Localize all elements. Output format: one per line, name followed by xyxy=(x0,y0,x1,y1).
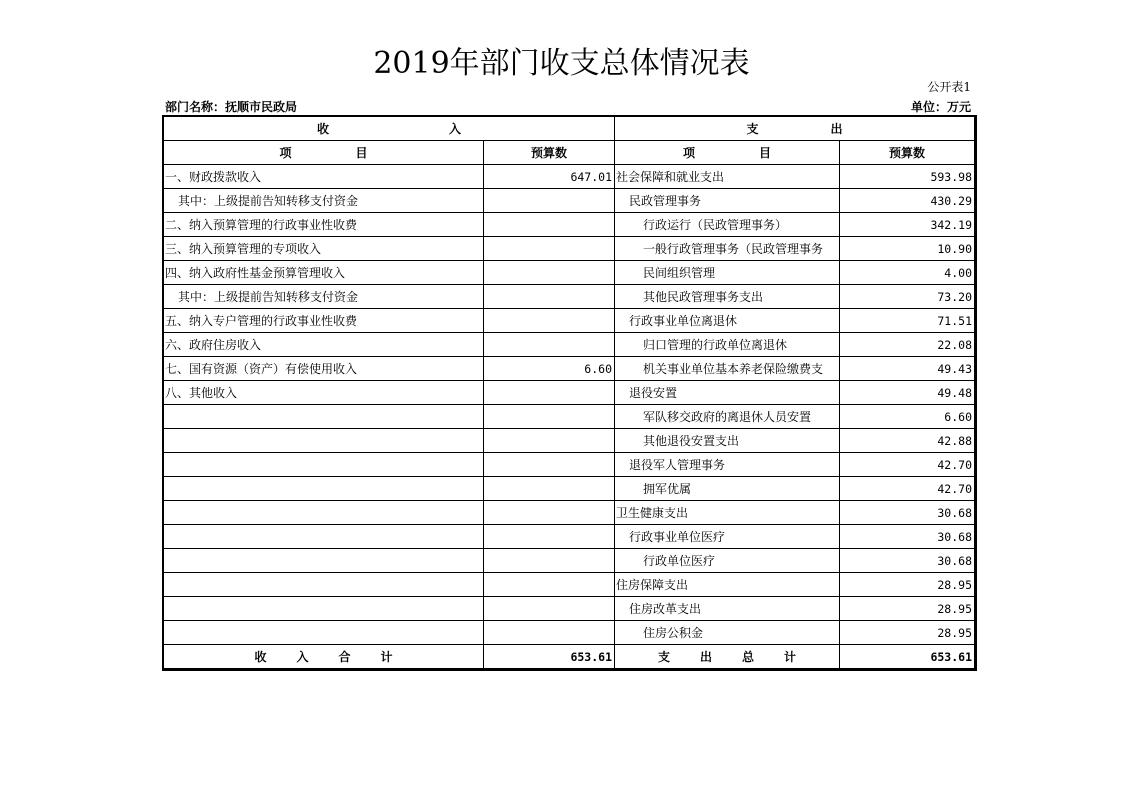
expense-item-cell: 社会保障和就业支出 xyxy=(615,165,840,189)
table-row xyxy=(164,357,975,381)
income-budget-cell xyxy=(484,597,615,621)
column-header-row xyxy=(164,141,975,165)
income-budget-cell xyxy=(484,429,615,453)
expense-item-cell: 行政事业单位医疗 xyxy=(615,525,840,549)
income-budget-cell xyxy=(484,381,615,405)
form-number: 公开表1 xyxy=(927,80,971,94)
income-budget-cell xyxy=(484,501,615,525)
expense-budget-cell: 71.51 xyxy=(840,309,975,333)
income-item-cell xyxy=(164,573,484,597)
income-total-label-char-3: 合 xyxy=(338,650,351,664)
expense-budget-cell: 28.95 xyxy=(840,621,975,645)
income-budget-cell xyxy=(484,405,615,429)
expense-budget-cell: 6.60 xyxy=(840,405,975,429)
expense-total-label xyxy=(615,645,840,669)
expense-total-label-char-4: 计 xyxy=(784,650,797,664)
income-item-cell: 四、纳入政府性基金预算管理收入 xyxy=(164,261,484,285)
income-item-cell xyxy=(164,525,484,549)
expense-budget-cell: 4.00 xyxy=(840,261,975,285)
table-row xyxy=(164,501,975,525)
income-total-value: 653.61 xyxy=(484,645,615,669)
expense-budget-cell: 342.19 xyxy=(840,213,975,237)
expense-item-cell: 退役安置 xyxy=(615,381,840,405)
expense-item-cell: 民政管理事务 xyxy=(615,189,840,213)
income-budget-header: 预算数 xyxy=(484,141,615,165)
expense-item-cell: 民间组织管理 xyxy=(615,261,840,285)
expense-budget-cell: 49.43 xyxy=(840,357,975,381)
expense-budget-header: 预算数 xyxy=(840,141,975,165)
income-total-label-char-1: 收 xyxy=(254,650,267,664)
expense-header-char-2: 出 xyxy=(830,122,843,136)
table-row xyxy=(164,381,975,405)
expense-item-cell: 军队移交政府的离退休人员安置 xyxy=(615,405,840,429)
expense-item-cell: 行政事业单位离退休 xyxy=(615,309,840,333)
income-budget-cell xyxy=(484,477,615,501)
income-budget-cell xyxy=(484,261,615,285)
income-budget-cell: 647.01 xyxy=(484,165,615,189)
expense-budget-cell: 49.48 xyxy=(840,381,975,405)
expense-total-label-char-1: 支 xyxy=(657,650,670,664)
expense-budget-cell: 30.68 xyxy=(840,501,975,525)
income-header-char-1: 收 xyxy=(316,122,329,136)
table-row xyxy=(164,165,975,189)
department-label: 部门名称：抚顺市民政局 xyxy=(165,100,298,114)
table-row xyxy=(164,333,975,357)
expense-item-cell: 退役军人管理事务 xyxy=(615,453,840,477)
expense-item-cell: 拥军优属 xyxy=(615,477,840,501)
expense-budget-cell: 22.08 xyxy=(840,333,975,357)
income-budget-cell xyxy=(484,525,615,549)
income-total-label-char-2: 入 xyxy=(296,650,309,664)
income-budget-cell xyxy=(484,573,615,597)
expense-item-cell: 其他民政管理事务支出 xyxy=(615,285,840,309)
expense-item-cell: 住房改革支出 xyxy=(615,597,840,621)
income-budget-cell: 6.60 xyxy=(484,357,615,381)
table-row xyxy=(164,549,975,573)
expense-item-cell: 一般行政管理事务（民政管理事务 xyxy=(615,237,840,261)
expense-item-cell: 行政单位医疗 xyxy=(615,549,840,573)
expense-budget-cell: 30.68 xyxy=(840,549,975,573)
income-item-cell: 三、纳入预算管理的专项收入 xyxy=(164,237,484,261)
table-row xyxy=(164,621,975,645)
income-budget-cell xyxy=(484,189,615,213)
table-row xyxy=(164,573,975,597)
expense-item-cell: 行政运行（民政管理事务） xyxy=(615,213,840,237)
expense-item-header xyxy=(615,141,840,165)
expense-budget-cell: 30.68 xyxy=(840,525,975,549)
table-row xyxy=(164,261,975,285)
table-row xyxy=(164,477,975,501)
income-item-cell xyxy=(164,597,484,621)
item-header-char-2: 目 xyxy=(355,146,368,160)
table-row xyxy=(164,309,975,333)
income-item-cell: 六、政府住房收入 xyxy=(164,333,484,357)
table-row xyxy=(164,285,975,309)
expense-budget-cell: 42.70 xyxy=(840,453,975,477)
table-row xyxy=(164,429,975,453)
income-budget-cell xyxy=(484,213,615,237)
expense-budget-cell: 42.70 xyxy=(840,477,975,501)
table-row xyxy=(164,213,975,237)
income-item-cell xyxy=(164,429,484,453)
expense-item-cell: 住房公积金 xyxy=(615,621,840,645)
income-item-cell: 七、国有资源（资产）有偿使用收入 xyxy=(164,357,484,381)
income-item-cell: 一、财政拨款收入 xyxy=(164,165,484,189)
expense-item-cell: 卫生健康支出 xyxy=(615,501,840,525)
expense-budget-cell: 28.95 xyxy=(840,573,975,597)
income-item-cell xyxy=(164,549,484,573)
income-header-char-2: 入 xyxy=(449,122,462,136)
income-budget-cell xyxy=(484,621,615,645)
income-item-cell: 五、纳入专户管理的行政事业性收费 xyxy=(164,309,484,333)
expense-section-header xyxy=(615,117,975,141)
income-item-cell xyxy=(164,405,484,429)
income-item-cell: 其中：上级提前告知转移支付资金 xyxy=(164,189,484,213)
expense-item-cell: 其他退役安置支出 xyxy=(615,429,840,453)
totals-row xyxy=(164,645,975,669)
table-row xyxy=(164,597,975,621)
expense-budget-cell: 10.90 xyxy=(840,237,975,261)
item-header-char-1: 项 xyxy=(279,146,292,160)
item-header-char-1: 项 xyxy=(682,146,695,160)
income-item-cell: 八、其他收入 xyxy=(164,381,484,405)
income-budget-cell xyxy=(484,309,615,333)
item-header-char-2: 目 xyxy=(759,146,772,160)
income-budget-cell xyxy=(484,237,615,261)
expense-total-label-char-2: 出 xyxy=(699,650,712,664)
expense-item-cell: 归口管理的行政单位离退休 xyxy=(615,333,840,357)
income-budget-cell xyxy=(484,285,615,309)
table-row xyxy=(164,453,975,477)
income-budget-cell xyxy=(484,333,615,357)
income-item-header xyxy=(164,141,484,165)
income-total-label xyxy=(164,645,484,669)
table-row xyxy=(164,525,975,549)
expense-item-cell: 住房保障支出 xyxy=(615,573,840,597)
expense-header-char-1: 支 xyxy=(746,122,759,136)
expense-item-cell: 机关事业单位基本养老保险缴费支 xyxy=(615,357,840,381)
income-item-cell xyxy=(164,501,484,525)
income-total-label-char-4: 计 xyxy=(380,650,393,664)
table-row xyxy=(164,189,975,213)
table-row xyxy=(164,405,975,429)
expense-total-label-char-3: 总 xyxy=(742,650,755,664)
expense-budget-cell: 28.95 xyxy=(840,597,975,621)
expense-budget-cell: 430.29 xyxy=(840,189,975,213)
expense-total-value: 653.61 xyxy=(840,645,975,669)
table-row xyxy=(164,237,975,261)
income-item-cell xyxy=(164,477,484,501)
income-item-cell: 其中：上级提前告知转移支付资金 xyxy=(164,285,484,309)
income-section-header xyxy=(164,117,615,141)
income-item-cell xyxy=(164,621,484,645)
expense-budget-cell: 73.20 xyxy=(840,285,975,309)
income-budget-cell xyxy=(484,453,615,477)
section-header-row xyxy=(164,117,975,141)
income-budget-cell xyxy=(484,549,615,573)
budget-table xyxy=(163,116,975,669)
income-item-cell xyxy=(164,453,484,477)
page-title: 2019年部门收支总体情况表 xyxy=(373,46,750,81)
unit-label: 单位：万元 xyxy=(910,100,971,114)
income-item-cell: 二、纳入预算管理的行政事业性收费 xyxy=(164,213,484,237)
expense-budget-cell: 593.98 xyxy=(840,165,975,189)
expense-budget-cell: 42.88 xyxy=(840,429,975,453)
